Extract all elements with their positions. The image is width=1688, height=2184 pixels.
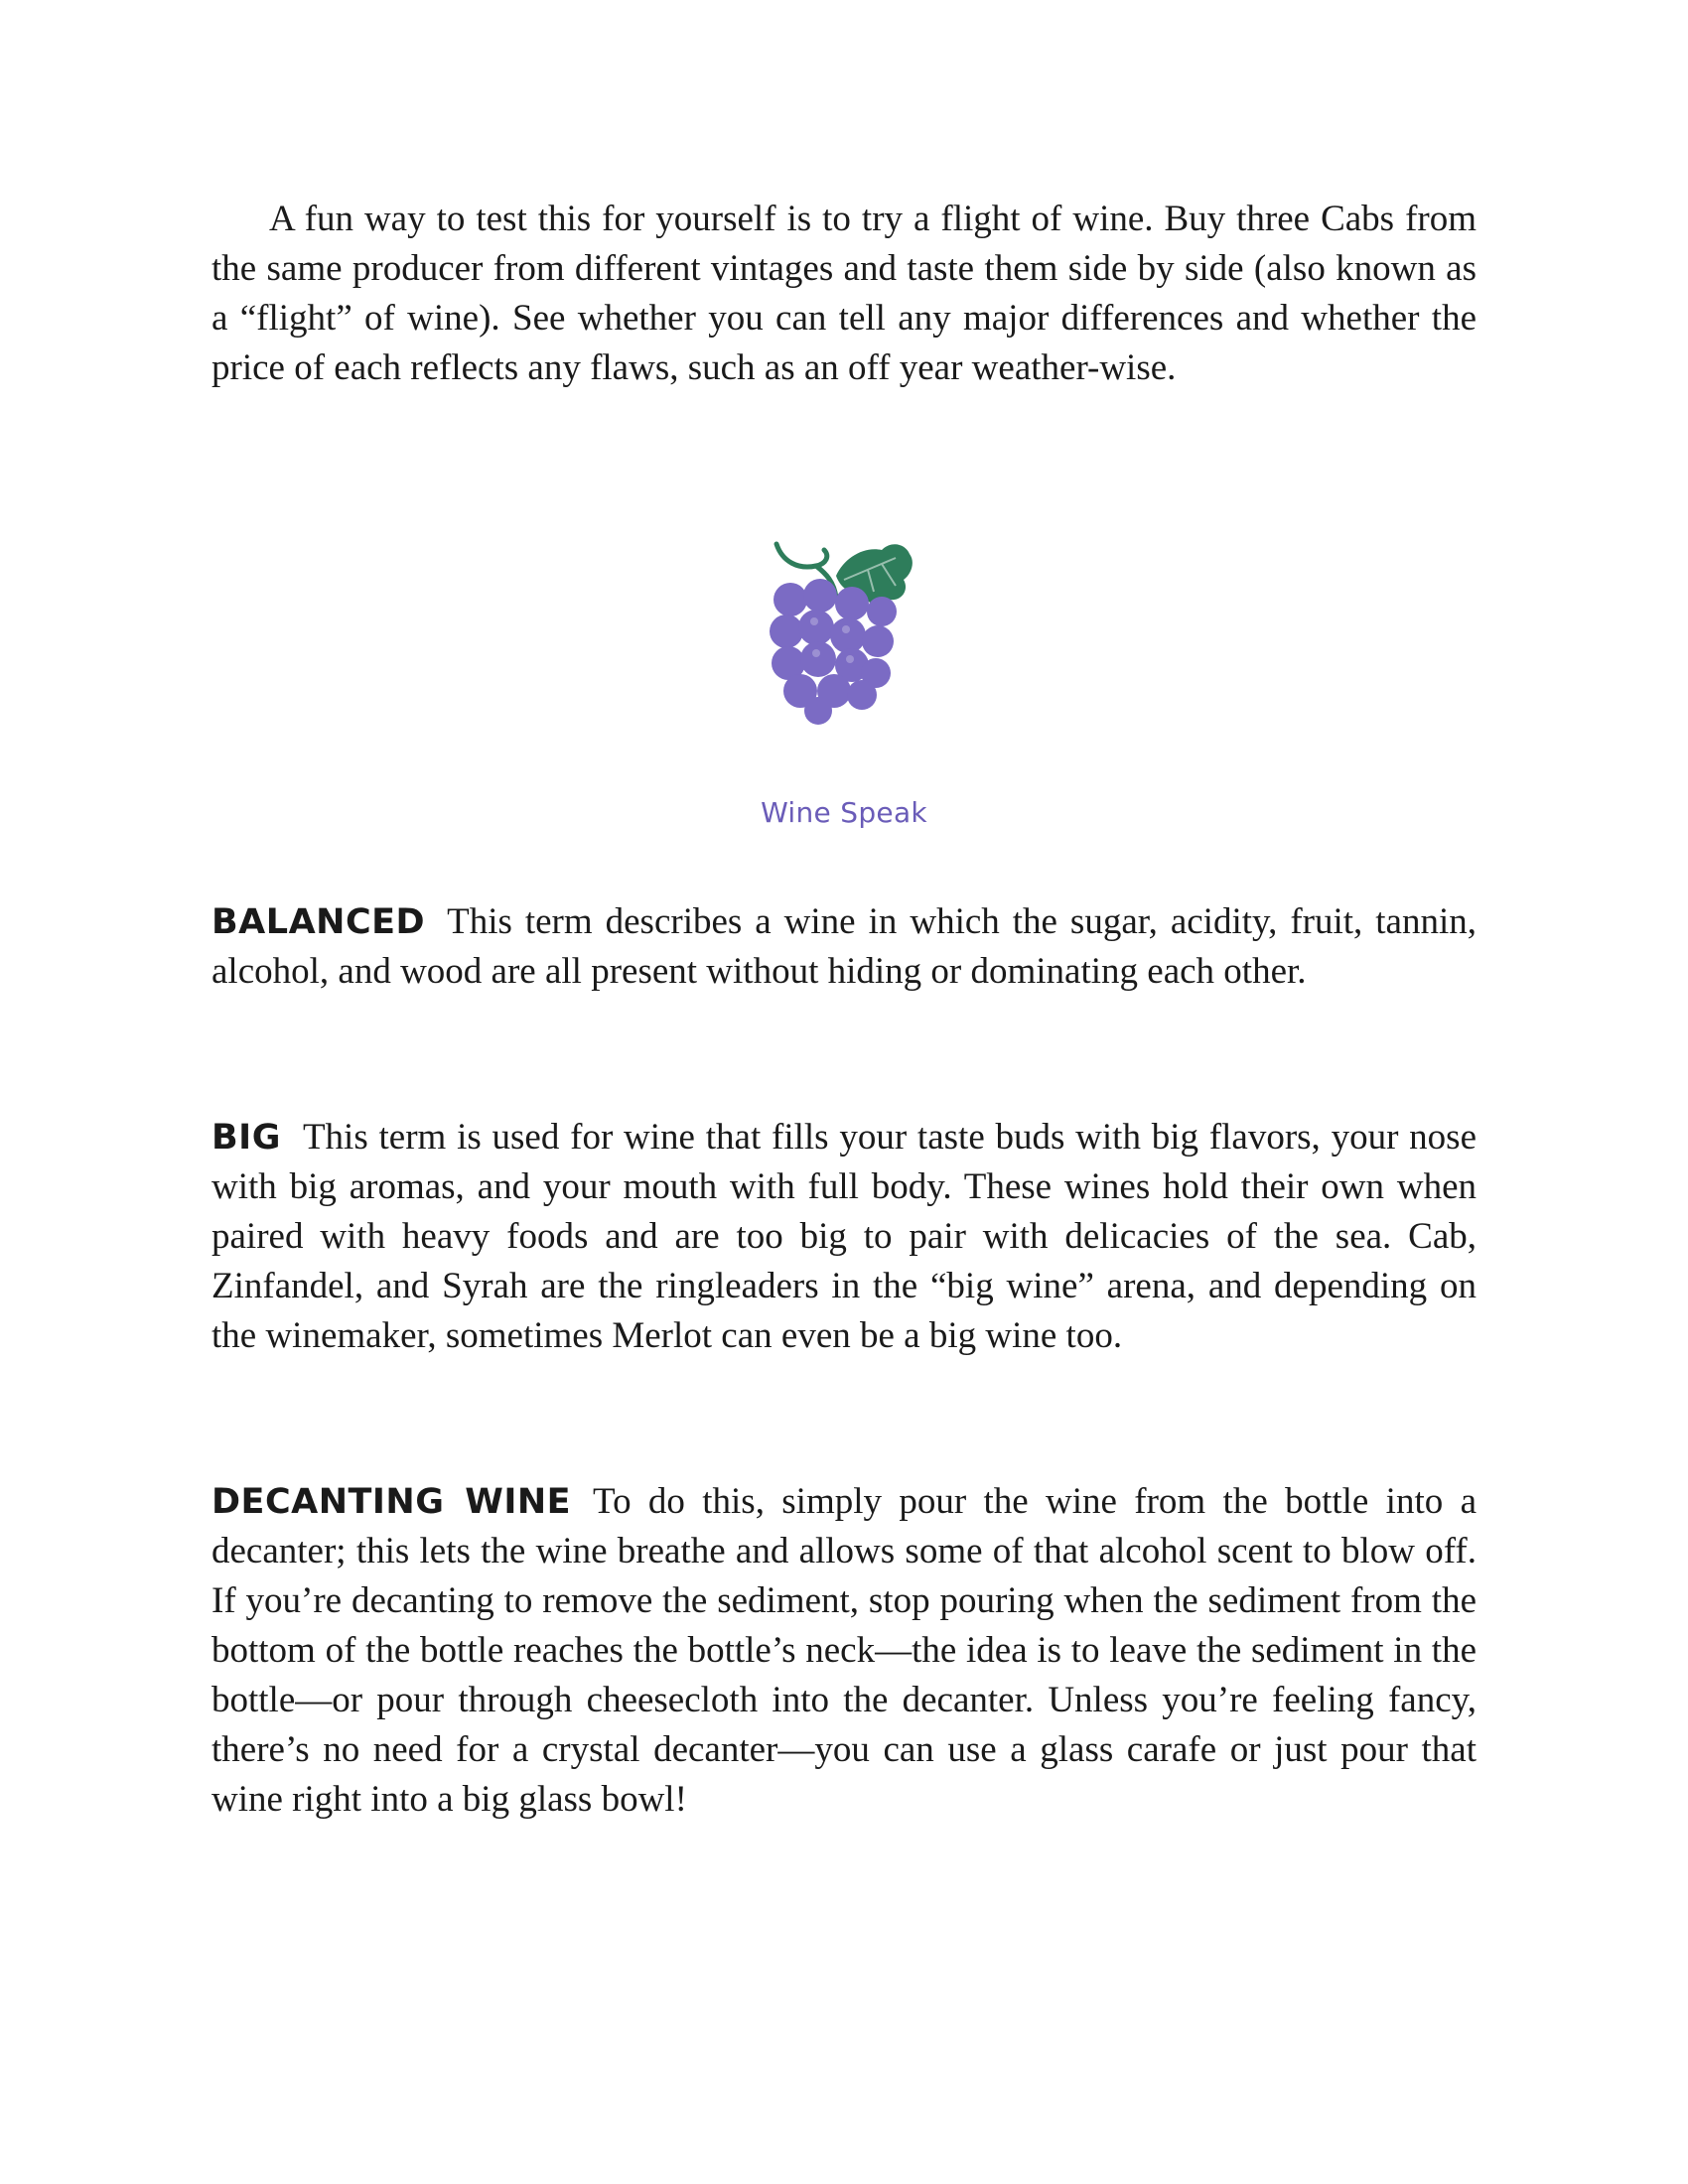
glossary-definition: This term is used for wine that fills your taste buds with big flavors, your nose with big aromas, and your mouth with full body. These wines hold their own when paired with heavy foods and are too big to pair with delicacies of the sea. Cab, Zinfandel, and Syrah are the ringleaders in the “big wine” arena, and depending on the winemaker, sometimes Merlot can even be a big wine too. xyxy=(211,1117,1477,1356)
glossary-definition: To do this, simply pour the wine from the bottle into a decanter; this lets the wine breathe and allows some of that alcohol scent to blow off. If you’re decanting to remove the sediment, stop pouring when the sediment from the bottom of the bottle reaches the bottle’s neck—the idea is to leave the sediment in the bottle—or pour through cheesecloth into the decanter. Unless you’re feeling fancy, there’s no need for a crystal decanter—you can use a glass carafe or just pour that wine right into a big glass bowl! xyxy=(211,1481,1477,1820)
section-title: Wine Speak xyxy=(761,796,927,829)
glossary-term: BALANCED xyxy=(211,902,426,942)
glossary-term: BIG xyxy=(211,1118,281,1158)
glossary-entry-big xyxy=(211,1113,1477,1361)
glossary-entry-decanting-wine xyxy=(211,1477,1477,1825)
glossary-definition: This term describes a wine in which the sugar, acidity, fruit, tannin, alcohol, and wood are all present without hiding or dominating each other. xyxy=(211,901,1477,992)
glossary-term: DECANTING WINE xyxy=(211,1482,572,1522)
intro-paragraph: A fun way to test this for yourself is to try a flight of wine. Buy three Cabs from the same producer from different vintages and taste them side by side (also known as a “flight” of wine). See whether you can tell any major differences and whether the price of each reflects any flaws, such as an off year weather-wise. xyxy=(211,199,1477,388)
glossary-entry-balanced xyxy=(211,897,1477,997)
grape-cluster-icon xyxy=(765,532,923,731)
